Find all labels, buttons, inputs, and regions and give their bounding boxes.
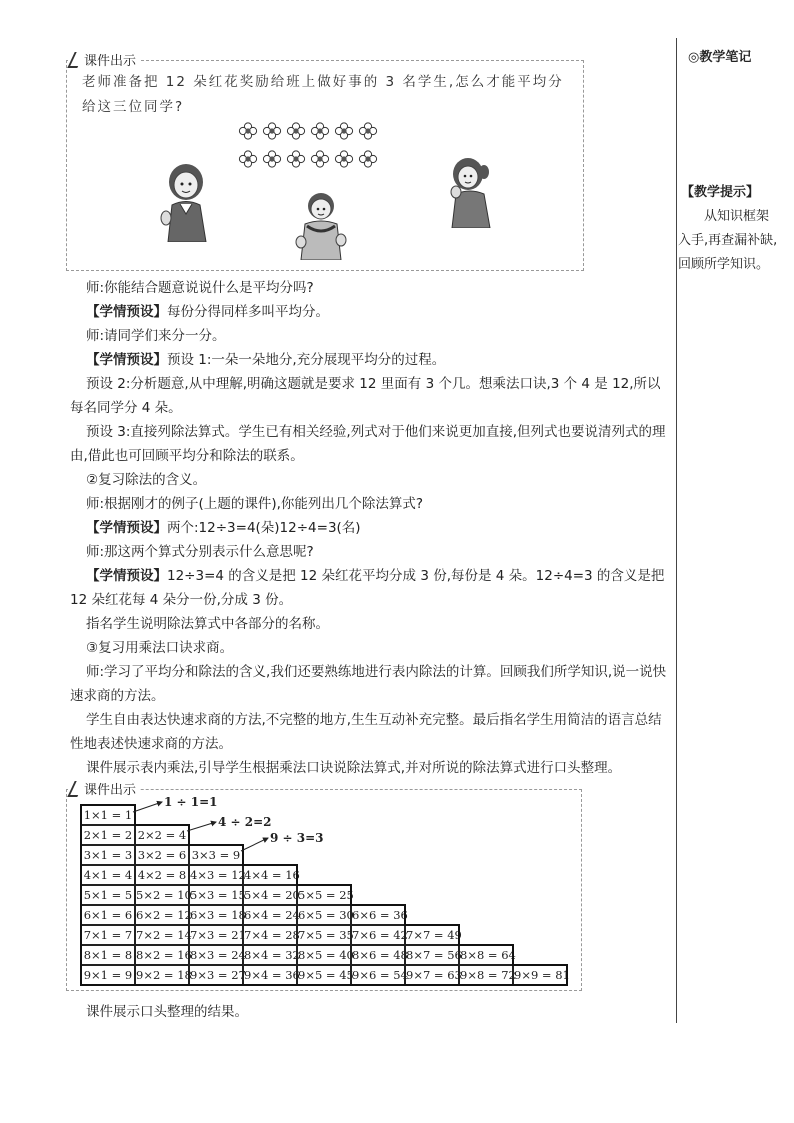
table-cell: 9×6 = 54 xyxy=(351,965,405,985)
courseware-tag-1: 课件出示 xyxy=(68,50,140,69)
table-cell: 9×5 = 45 xyxy=(297,965,351,985)
table-cell: 7×7 = 49 xyxy=(405,925,459,945)
table-cell: 5×1 = 5 xyxy=(81,885,135,905)
table-cell: 8×8 = 64 xyxy=(459,945,513,965)
table-cell: 8×4 = 32 xyxy=(243,945,297,965)
table-cell: 7×3 = 21 xyxy=(189,925,243,945)
table-cell: 4×4 = 16 xyxy=(243,865,297,885)
table-cell: 5×2 = 10 xyxy=(135,885,189,905)
paragraph: 预设 3:直接列除法算式。学生已有相关经验,列式对于他们来说更加直接,但列式也要说清列式的理由,借此也可回顾平均分和除法的联系。 xyxy=(70,424,666,464)
table-cell: 7×1 = 7 xyxy=(81,925,135,945)
table-cell: 9×8 = 72 xyxy=(459,965,513,985)
table-cell: 6×2 = 12 xyxy=(135,905,189,925)
tip-body-rest: 架入手,再查漏补缺,回顾所学知识。 xyxy=(678,209,778,272)
table-cell: 6×5 = 30 xyxy=(297,905,351,925)
paragraph: 指名学生说明除法算式中各部分的名称。 xyxy=(86,616,329,632)
paragraph: ③复习用乘法口诀求商。 xyxy=(86,640,234,656)
tip-body-first: 从知识框 xyxy=(704,209,757,224)
paragraph-text: 12÷3=4 的含义是把 12 朵红花平均分成 3 份,每份是 4 朵。12÷4=3 的含义是把 12 朵红花每 4 朵分一份,分成 3 份。 xyxy=(70,568,665,608)
table-cell: 5×3 = 15 xyxy=(189,885,243,905)
teaching-notes-title: ◎教学笔记 xyxy=(688,50,752,65)
table-cell: 9×4 = 36 xyxy=(243,965,297,985)
student-preset-label: 【学情预设】 xyxy=(86,352,167,368)
table-cell: 8×1 = 8 xyxy=(81,945,135,965)
table-cell: 3×1 = 3 xyxy=(81,845,135,865)
arrow xyxy=(187,822,216,831)
table-cell: 4×1 = 4 xyxy=(81,865,135,885)
division-annotation-2: 4 ÷ 2=2 xyxy=(218,815,272,829)
table-cell: 7×4 = 28 xyxy=(243,925,297,945)
table-cell: 1×1 = 1 xyxy=(81,805,135,825)
paragraph: 师:学习了平均分和除法的含义,我们还要熟练地进行表内除法的计算。回顾我们所学知识,说一说快速求商的方法。 xyxy=(70,664,667,704)
table-cell: 9×7 = 63 xyxy=(405,965,459,985)
table-cell: 5×5 = 25 xyxy=(297,885,351,905)
paragraph: 学生自由表达快速求商的方法,不完整的地方,生生互动补充完整。最后指名学生用简洁的语言总结性地表述快速求商的方法。 xyxy=(70,712,662,752)
paragraph: ②复习除法的含义。 xyxy=(86,472,207,488)
paragraph: 课件展示表内乘法,引导学生根据乘法口诀说除法算式,并对所说的除法算式进行口头整理。 xyxy=(86,760,622,776)
table-cell: 8×6 = 48 xyxy=(351,945,405,965)
student-preset-label: 【学情预设】 xyxy=(86,568,167,584)
table-cell: 6×3 = 18 xyxy=(189,905,243,925)
table-cell: 5×4 = 20 xyxy=(243,885,297,905)
division-annotation-1: 1 ÷ 1=1 xyxy=(164,795,218,809)
courseware-tag-2: 课件出示 xyxy=(68,779,140,798)
paragraph-text: 预设 1:一朵一朵地分,充分展现平均分的过程。 xyxy=(167,352,446,368)
arrow xyxy=(241,838,268,851)
table-cell: 8×3 = 24 xyxy=(189,945,243,965)
paragraph: 师:请同学们来分一分。 xyxy=(86,328,226,344)
paragraph: 师:根据刚才的例子(上题的课件),你能列出几个除法算式? xyxy=(86,496,424,512)
table-cell: 7×2 = 14 xyxy=(135,925,189,945)
paragraph: 预设 2:分析题意,从中理解,明确这题就是要求 12 里面有 3 个几。想乘法口诀,3 个 4 是 12,所以每名同学分 4 朵。 xyxy=(70,376,661,416)
student-preset-label: 【学情预设】 xyxy=(86,520,167,536)
paragraph: 师:你能结合题意说说什么是平均分吗? xyxy=(86,280,314,296)
table-cell: 6×4 = 24 xyxy=(243,905,297,925)
arrow xyxy=(133,802,162,812)
table-cell: 7×6 = 42 xyxy=(351,925,405,945)
flower-question: 老师准备把 12 朵红花奖励给班上做好事的 3 名学生,怎么才能平均分给这三位同学? xyxy=(82,74,564,115)
table-cell: 6×6 = 36 xyxy=(351,905,405,925)
paragraph-text: 每份分得同样多叫平均分。 xyxy=(167,304,329,320)
table-cell: 8×5 = 40 xyxy=(297,945,351,965)
table-cell: 9×2 = 18 xyxy=(135,965,189,985)
table-cell: 8×7 = 56 xyxy=(405,945,459,965)
paragraph: 课件展示口头整理的结果。 xyxy=(86,1004,248,1020)
table-cell: 4×3 = 12 xyxy=(189,865,243,885)
table-cell: 7×5 = 35 xyxy=(297,925,351,945)
table-cell: 3×3 = 9 xyxy=(189,845,243,865)
table-cell: 9×3 = 27 xyxy=(189,965,243,985)
table-cell: 9×9 = 81 xyxy=(513,965,567,985)
teaching-tip-title: 【教学提示】 xyxy=(681,185,760,200)
table-cell: 4×2 = 8 xyxy=(135,865,189,885)
student-preset-label: 【学情预设】 xyxy=(86,304,167,320)
paragraph: 师:那这两个算式分别表示什么意思呢? xyxy=(86,544,314,560)
table-cell: 2×1 = 2 xyxy=(81,825,135,845)
table-cell: 2×2 = 4 xyxy=(135,825,189,845)
table-cell: 9×1 = 9 xyxy=(81,965,135,985)
table-cell: 6×1 = 6 xyxy=(81,905,135,925)
table-cell: 3×2 = 6 xyxy=(135,845,189,865)
table-cell: 8×2 = 16 xyxy=(135,945,189,965)
paragraph-text: 两个:12÷3=4(朵)12÷4=3(名) xyxy=(167,520,361,536)
division-annotation-3: 9 ÷ 3=3 xyxy=(270,831,324,845)
